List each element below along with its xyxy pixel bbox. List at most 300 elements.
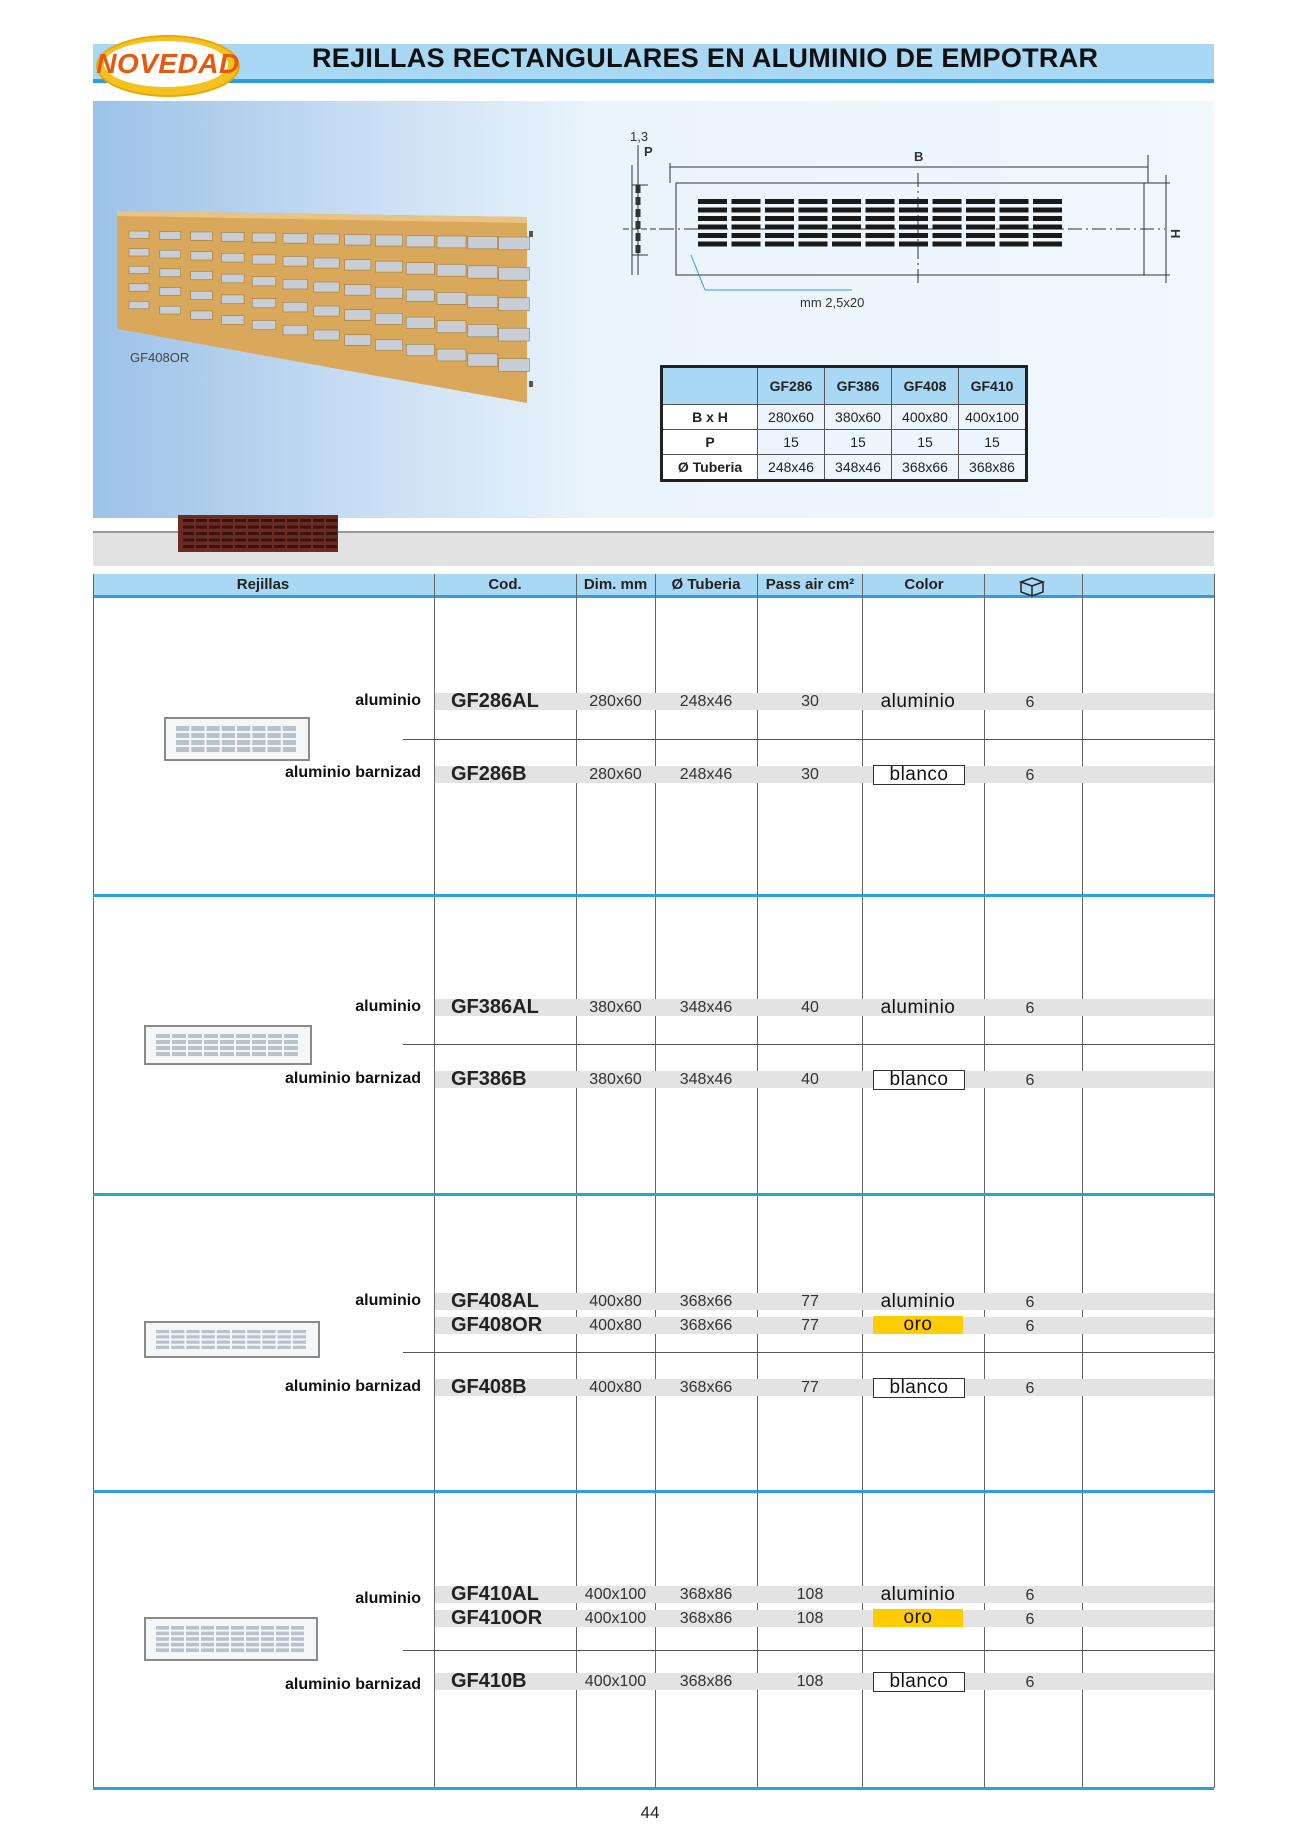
thumb-slot	[262, 1341, 275, 1344]
thumb-slot	[261, 1643, 274, 1647]
thumb-slot	[261, 1632, 274, 1636]
grille-thumbnail	[144, 1321, 320, 1358]
product-code: GF286B	[451, 763, 527, 785]
dim-cell: 400x80	[589, 1317, 642, 1334]
brown-slot	[287, 545, 298, 548]
grille-slot	[314, 282, 339, 292]
thumb-slot	[220, 1034, 234, 1038]
drawing-slot	[832, 242, 861, 247]
tuberia-cell: 348x46	[679, 1071, 733, 1088]
brown-slot	[274, 526, 285, 529]
drawing-slot	[933, 233, 962, 238]
drawing-slot	[799, 225, 828, 230]
thumb-slot	[237, 747, 250, 752]
drawing-slot	[832, 216, 861, 221]
thumb-slot	[252, 726, 265, 731]
thumb-slot	[252, 1034, 266, 1038]
thumb-slot	[171, 1643, 184, 1647]
thumb-slot	[276, 1637, 289, 1641]
pass-air-cell: 40	[801, 999, 819, 1016]
color-cell: aluminio	[880, 1584, 956, 1605]
brown-slot	[300, 532, 311, 535]
grille-slot	[468, 325, 498, 337]
brown-slot	[287, 519, 298, 522]
thumb-slot	[156, 1643, 169, 1647]
finish-label: aluminio barnizad	[284, 1378, 421, 1395]
thumb-slot	[204, 1052, 218, 1056]
thumb-slot	[246, 1626, 259, 1630]
thumb-slot	[246, 1643, 259, 1647]
thumb-slot	[261, 1626, 274, 1630]
brown-slot	[261, 539, 272, 542]
brown-slot	[313, 545, 324, 548]
drawing-slot	[1000, 242, 1029, 247]
product-code: GF386B	[451, 1068, 527, 1090]
product-code: GF410AL	[451, 1583, 539, 1605]
spec-cell: 15	[959, 430, 1027, 455]
photo-caption: GF408OR	[130, 350, 190, 365]
thumb-slot	[278, 1335, 291, 1338]
thumb-slot	[202, 1330, 215, 1333]
brown-slot	[326, 532, 337, 535]
grille-slot	[499, 359, 530, 372]
pass-air-cell: 77	[801, 1317, 819, 1334]
grille-slot	[345, 285, 371, 296]
thumb-slot	[188, 1040, 202, 1044]
thumb-slot	[186, 1335, 199, 1338]
thumb-slot	[231, 1648, 244, 1652]
thumb-slot	[232, 1335, 245, 1338]
pass-air-cell: 108	[796, 1673, 824, 1690]
thumb-slot	[171, 1346, 184, 1349]
drawing-slot	[1033, 208, 1062, 213]
brown-slot	[222, 539, 233, 542]
thumb-slot	[246, 1632, 259, 1636]
brown-slot	[261, 532, 272, 535]
col-dim: Dim. mm	[583, 576, 648, 593]
grille-slot	[314, 258, 339, 268]
brown-slot	[287, 539, 298, 542]
brown-slot	[183, 526, 194, 529]
thumb-slot	[171, 1330, 184, 1333]
thumb-slot	[283, 747, 296, 752]
thumb-slot	[186, 1330, 199, 1333]
thumb-slot	[171, 1626, 184, 1630]
dim-cell: 400x100	[584, 1673, 647, 1690]
brown-slot	[261, 545, 272, 548]
thumb-slot	[293, 1330, 306, 1333]
qty-cell: 6	[1025, 1318, 1035, 1335]
grille-slot	[437, 349, 466, 361]
p-label: P	[644, 144, 653, 159]
grille-thumbnail	[164, 717, 310, 761]
thumb-slot	[156, 1046, 170, 1050]
grille-slot	[406, 344, 434, 355]
thumb-slot	[171, 1632, 184, 1636]
drawing-slot	[866, 233, 895, 238]
brown-slot	[222, 526, 233, 529]
spec-col: GF286	[758, 367, 825, 405]
thumb-slot	[216, 1637, 229, 1641]
grille-slot	[129, 266, 149, 273]
grille-slot	[191, 291, 213, 299]
grille-slot	[375, 287, 402, 298]
drawing-slot	[765, 225, 794, 230]
drawing-slot	[765, 242, 794, 247]
thumb-slot	[247, 1330, 260, 1333]
brown-slot	[274, 545, 285, 548]
thumb-slot	[252, 740, 265, 745]
tuberia-cell: 368x86	[679, 1610, 733, 1627]
thumb-slot	[176, 733, 189, 738]
thumb-slot	[268, 726, 281, 731]
header-underline	[93, 79, 1214, 83]
brown-slot	[248, 519, 259, 522]
thumb-slot	[207, 747, 220, 752]
tuberia-cell: 368x66	[679, 1293, 733, 1310]
thumb-slot	[252, 1052, 266, 1056]
thumb-slot	[283, 740, 296, 745]
drawing-slot	[698, 242, 727, 247]
thumb-slot	[268, 1040, 282, 1044]
thumb-slot	[247, 1346, 260, 1349]
thumb-slot	[284, 1034, 298, 1038]
brown-slot	[300, 519, 311, 522]
thumb-slot	[156, 1648, 169, 1652]
grille-slot	[437, 264, 466, 276]
thumb-slot	[186, 1632, 199, 1636]
drawing-slot	[966, 242, 995, 247]
thumb-slot	[231, 1637, 244, 1641]
product-code: GF386AL	[451, 996, 539, 1018]
thumb-slot	[247, 1341, 260, 1344]
drawing-slot	[899, 199, 928, 204]
brown-slot	[209, 545, 220, 548]
drawing-slot	[698, 199, 727, 204]
drawing-slot	[899, 225, 928, 230]
brown-slot	[235, 519, 246, 522]
thumb-slot	[156, 1040, 170, 1044]
thumb-slot	[216, 1626, 229, 1630]
thumb-slot	[188, 1052, 202, 1056]
grille-slot	[375, 261, 402, 272]
thumb-slot	[201, 1648, 214, 1652]
drawing-slot	[966, 233, 995, 238]
thumb-slot	[176, 726, 189, 731]
thumb-slot	[222, 733, 235, 738]
grid-line	[655, 574, 656, 1788]
thumb-slot	[186, 1643, 199, 1647]
thumb-slot	[186, 1637, 199, 1641]
grille-slot	[160, 250, 181, 258]
drawing-slot	[732, 216, 761, 221]
thumb-slot	[156, 1052, 170, 1056]
grille-slot	[160, 269, 181, 277]
thumb-slot	[231, 1626, 244, 1630]
gold-grille-photo	[117, 211, 537, 411]
thumb-slot	[217, 1346, 230, 1349]
grille-slot	[406, 317, 434, 328]
grille-slot	[406, 236, 434, 247]
thumb-slot	[156, 1637, 169, 1641]
drawing-slot	[732, 242, 761, 247]
spec-cell: 15	[758, 430, 825, 455]
col-tuberia: Ø Tuberia	[671, 576, 741, 593]
brown-slot	[313, 519, 324, 522]
dim-cell: 280x60	[589, 766, 642, 783]
thumb-slot	[278, 1341, 291, 1344]
thumb-slot	[252, 733, 265, 738]
grille-slot	[499, 298, 530, 311]
sub-divider	[403, 1650, 1214, 1651]
group-separator	[93, 1193, 1214, 1196]
thumb-slot	[186, 1346, 199, 1349]
thumb-slot	[231, 1643, 244, 1647]
thumb-slot	[291, 1626, 304, 1630]
spec-corner	[662, 367, 758, 405]
grid-line	[576, 574, 577, 1788]
thumb-slot	[262, 1335, 275, 1338]
grille-slot	[221, 274, 244, 283]
brown-slot	[196, 532, 207, 535]
thumb-slot	[201, 1632, 214, 1636]
thumb-slot	[278, 1330, 291, 1333]
dim-cell: 400x80	[589, 1293, 642, 1310]
grille-slot	[314, 330, 339, 340]
thumb-slot	[201, 1637, 214, 1641]
tuberia-cell: 368x86	[679, 1586, 733, 1603]
drawing-slot	[698, 233, 727, 238]
grille-slot	[283, 279, 308, 289]
brown-slot	[313, 526, 324, 529]
thumb-slot	[207, 726, 220, 731]
thumb-slot	[252, 747, 265, 752]
grille-slot	[252, 320, 276, 329]
drawing-slot	[933, 199, 962, 204]
thumb-slot	[207, 740, 220, 745]
drawing-slot	[966, 199, 995, 204]
drawing-slot	[832, 225, 861, 230]
grille-slot	[437, 321, 466, 333]
page-title: REJILLAS RECTANGULARES EN ALUMINIO DE EMPOTRAR	[312, 43, 1099, 73]
brown-slot	[209, 526, 220, 529]
thumb-slot	[262, 1346, 275, 1349]
drawing-slot	[765, 233, 794, 238]
thumb-slot	[220, 1046, 234, 1050]
color-cell: blanco	[873, 1672, 965, 1692]
thumb-slot	[293, 1341, 306, 1344]
product-code: GF408AL	[451, 1290, 539, 1312]
page-number: 44	[640, 1803, 660, 1822]
qty-cell: 6	[1025, 1611, 1035, 1628]
brown-slot	[261, 519, 272, 522]
thumb-slot	[291, 1637, 304, 1641]
drawing-slot	[1033, 242, 1062, 247]
thumb-slot	[156, 1335, 169, 1338]
grille-slot	[314, 234, 339, 244]
thumb-slot	[171, 1637, 184, 1641]
brown-slot	[313, 539, 324, 542]
drawing-slot	[899, 216, 928, 221]
color-cell: oro	[873, 1609, 963, 1627]
pass-air-cell: 40	[801, 1071, 819, 1088]
thumb-slot	[246, 1637, 259, 1641]
grid-line	[984, 574, 985, 1788]
grille-slot	[375, 340, 402, 351]
col-color: Color	[904, 576, 944, 593]
thumb-slot	[172, 1040, 186, 1044]
grille-slot	[160, 232, 181, 240]
brown-slot	[222, 545, 233, 548]
drawing-slot	[1000, 233, 1029, 238]
brown-slot	[196, 526, 207, 529]
color-cell: aluminio	[880, 997, 956, 1018]
thumb-slot	[171, 1335, 184, 1338]
thumb-slot	[172, 1052, 186, 1056]
grille-slot	[221, 295, 244, 304]
tuberia-cell: 368x66	[679, 1379, 733, 1396]
grille-slot	[283, 302, 308, 312]
drawing-slot	[732, 225, 761, 230]
brown-slot	[274, 539, 285, 542]
grille-slot	[283, 325, 308, 335]
brown-grille-photo	[178, 515, 338, 552]
brown-slot	[196, 545, 207, 548]
drawing-slot	[832, 208, 861, 213]
novedad-label: NOVEDAD	[96, 48, 240, 79]
spec-cell: 348x46	[825, 455, 892, 481]
thumb-slot	[268, 740, 281, 745]
thumb-slot	[191, 740, 204, 745]
brown-slot	[261, 526, 272, 529]
thumb-slot	[232, 1330, 245, 1333]
thumb-slot	[283, 726, 296, 731]
tuberia-cell: 368x86	[679, 1673, 733, 1690]
drawing-slot	[698, 216, 727, 221]
product-code: GF410B	[451, 1670, 527, 1692]
grille-slot	[468, 266, 498, 278]
brown-slot	[326, 519, 337, 522]
thumb-slot	[231, 1632, 244, 1636]
thumb-slot	[293, 1346, 306, 1349]
finish-label: aluminio	[355, 1590, 421, 1607]
drawing-slot	[765, 208, 794, 213]
thumb-slot	[191, 733, 204, 738]
thumb-slot	[216, 1648, 229, 1652]
finish-label: aluminio barnizad	[284, 764, 421, 781]
thumb-slot	[188, 1046, 202, 1050]
drawing-slot	[966, 208, 995, 213]
product-code: GF410OR	[451, 1607, 543, 1629]
drawing-slot	[732, 199, 761, 204]
brown-slot	[300, 545, 311, 548]
thumb-slot	[237, 740, 250, 745]
group-separator	[93, 1490, 1214, 1493]
product-code: GF286AL	[451, 690, 539, 712]
qty-cell: 6	[1025, 694, 1035, 711]
grille-slot	[160, 306, 181, 314]
thumb-slot	[262, 1330, 275, 1333]
spec-row-label: Ø Tuberia	[662, 455, 758, 481]
thumb-slot	[268, 1034, 282, 1038]
grille-slot	[468, 237, 498, 249]
thumb-slot	[186, 1341, 199, 1344]
thumb-slot	[222, 747, 235, 752]
group-separator	[93, 894, 1214, 897]
thumb-slot	[236, 1046, 250, 1050]
thumb-slot	[236, 1034, 250, 1038]
thumb-slot	[171, 1341, 184, 1344]
drawing-slot	[1000, 208, 1029, 213]
thumb-slot	[283, 733, 296, 738]
spec-row-label: P	[662, 430, 758, 455]
grille-slot	[252, 255, 276, 264]
thumb-slot	[202, 1335, 215, 1338]
pass-air-cell: 108	[796, 1586, 824, 1603]
drawing-slot	[799, 208, 828, 213]
brown-slot	[326, 526, 337, 529]
col-pass-air: Pass air cm²	[765, 576, 855, 593]
pass-air-cell: 30	[801, 766, 819, 783]
drawing-slot	[799, 199, 828, 204]
finish-label: aluminio barnizad	[284, 1070, 421, 1087]
brown-slot	[222, 519, 233, 522]
drawing-slot	[899, 208, 928, 213]
pass-air-cell: 77	[801, 1293, 819, 1310]
grille-slot	[406, 263, 434, 274]
dim-cell: 280x60	[589, 693, 642, 710]
grille-slot	[191, 252, 213, 260]
thumb-slot	[268, 747, 281, 752]
grille-slot	[129, 301, 149, 308]
thumb-slot	[217, 1330, 230, 1333]
thumb-slot	[176, 740, 189, 745]
brown-slot	[183, 519, 194, 522]
brown-slot	[287, 532, 298, 535]
grille-slot	[191, 271, 213, 279]
grille-slot	[221, 316, 244, 325]
spec-col: GF410	[959, 367, 1027, 405]
grille-slot	[468, 295, 498, 307]
spec-cell: 248x46	[758, 455, 825, 481]
color-cell: blanco	[873, 765, 965, 785]
brown-slot	[235, 526, 246, 529]
thumb-slot	[191, 726, 204, 731]
drawing-slot	[832, 233, 861, 238]
thumb-slot	[284, 1046, 298, 1050]
grille-slot	[129, 249, 149, 256]
grille-slot	[406, 290, 434, 301]
thumb-slot	[186, 1648, 199, 1652]
brown-slot	[196, 539, 207, 542]
grille-slot	[129, 284, 149, 291]
brown-slot	[209, 519, 220, 522]
drawing-slot	[1000, 199, 1029, 204]
thumb-slot	[172, 1046, 186, 1050]
grille-slot	[345, 260, 371, 271]
grille-slot	[283, 256, 308, 266]
color-cell: blanco	[873, 1378, 965, 1398]
grille-slot	[191, 311, 213, 319]
dim-cell: 400x100	[584, 1586, 647, 1603]
spec-cell: 368x86	[959, 455, 1027, 481]
brown-slot	[183, 545, 194, 548]
brown-slot	[222, 532, 233, 535]
spec-cell: 400x80	[892, 405, 959, 430]
drawing-slot	[966, 225, 995, 230]
thumb-slot	[276, 1648, 289, 1652]
thumb-slot	[204, 1040, 218, 1044]
